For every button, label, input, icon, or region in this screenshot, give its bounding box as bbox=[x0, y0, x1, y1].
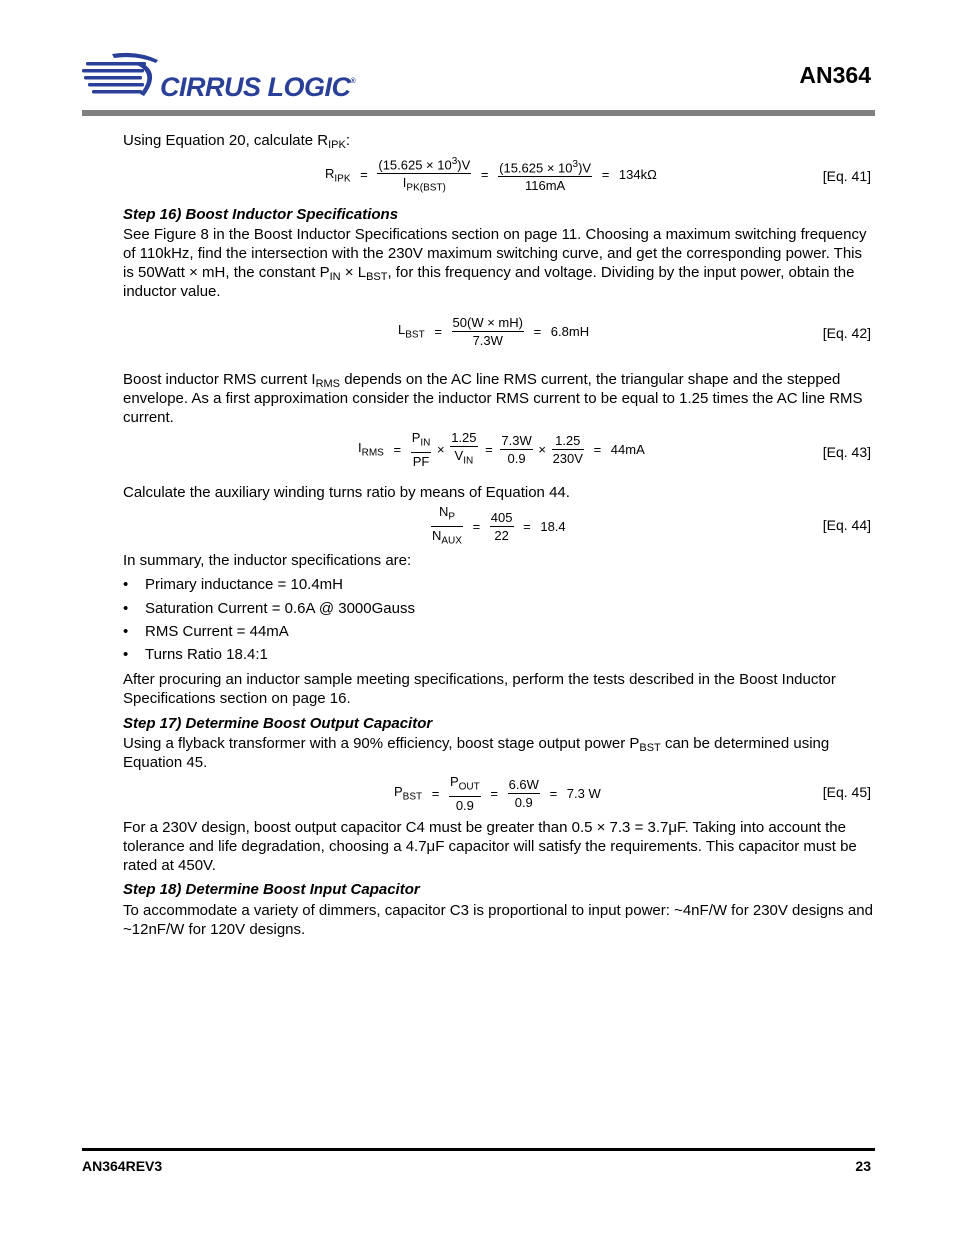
eq41-tag: [Eq. 41] bbox=[822, 168, 871, 184]
step16-title: Step 16) Boost Inductor Specifications bbox=[123, 206, 399, 223]
step18-title: Step 18) Determine Boost Input Capacitor bbox=[123, 881, 420, 898]
eq44-tag: [Eq. 44] bbox=[822, 517, 871, 533]
aux-paragraph: Calculate the auxiliary winding turns ratio by means of Equation 44. bbox=[123, 484, 570, 501]
equation-43: $I_{RMS}$ = $\frac{P_{IN}}{PF}$ × $\frac{1.25}{V_{IN}}$ = $\frac{7.3W}{0.9}$ × $\frac{1.25}{230V}$ = 44mA bbox=[358, 430, 645, 469]
document-number: AN364 bbox=[799, 62, 871, 88]
equation-41: $R_{IPK}$ = $\frac{(15.625 \times 10^3)V}{I_{PK(BST)}}$ = $\frac{(15.625 \times 10^3)V}{116mA}$ = 134kΩ bbox=[325, 156, 657, 194]
header-rule bbox=[82, 110, 875, 116]
footer-doc-revision: AN364REV3 bbox=[82, 1158, 163, 1174]
list-item: • Saturation Current = 0.6A @ 3000Gauss bbox=[123, 600, 415, 617]
capacitor-paragraph: For a 230V design, boost output capacitor C4 must be greater than 0.5 × 7.3 = 3.7μF. Taking into account the tolerance and life degradation, choosing a 4.7μF capacitor will satisfy the requirements. This capacitor must be rated at 450V. bbox=[123, 819, 857, 874]
intro-paragraph: Using Equation 20, calculate $R_{IPK}$: bbox=[123, 132, 351, 151]
page-number: 23 bbox=[855, 1158, 871, 1174]
equation-42: $L_{BST}$ = $\frac{50(W \times mH)}{7.3W}$ = 6.8mH bbox=[398, 315, 590, 348]
list-item: • Turns Ratio 18.4:1 bbox=[123, 646, 268, 663]
after-paragraph: After procuring an inductor sample meeting specifications, perform the tests described in the Boost Inductor Specifications section on page 16. bbox=[123, 671, 836, 707]
logo-swoosh-icon bbox=[82, 50, 162, 102]
eq45-tag: [Eq. 45] bbox=[822, 784, 871, 800]
eq42-tag: [Eq. 42] bbox=[822, 325, 871, 341]
step17-title: Step 17) Determine Boost Output Capacitor bbox=[123, 715, 433, 732]
logo-wordmark: CIRRUS LOGIC® bbox=[160, 72, 356, 102]
irms-paragraph: Boost inductor RMS current $I_{RMS}$ depends on the AC line RMS current, the triangular shape and the stepped envelope. As a first approximation consider the inductor RMS current to be equal to 1.25 times the AC line RMS current. bbox=[123, 371, 863, 426]
list-item: • Primary inductance = 10.4mH bbox=[123, 576, 344, 593]
equation-44: $\frac{N_P}{N_{AUX}}$ = $\frac{405}{22}$ = 18.4 bbox=[432, 504, 566, 547]
footer-rule bbox=[82, 1148, 875, 1151]
summary-paragraph: In summary, the inductor specifications are: bbox=[123, 552, 412, 569]
equation-45: $P_{BST}$ = $\frac{P_{OUT}}{0.9}$ = $\frac{6.6W}{0.9}$ = 7.3 W bbox=[394, 774, 601, 813]
list-item: • RMS Current = 44mA bbox=[123, 623, 289, 640]
eq43-tag: [Eq. 43] bbox=[822, 444, 871, 460]
step16-paragraph: See Figure 8 in the Boost Inductor Specifications section on page 11. Choosing a maximum switching frequency of 110kHz, find the intersection with the 230V maximum switching curve, and get the corresponding power. This is 50Watt × mH, the constant $P_{IN} \times L_{BST}$, for this frequency and voltage. Dividing by the input power, obtain the inductor value. bbox=[123, 226, 867, 300]
step17-paragraph: Using a flyback transformer with a 90% efficiency, boost stage output power $P_{BST}$ can be determined using Equation 45. bbox=[123, 735, 830, 771]
step18-paragraph: To accommodate a variety of dimmers, capacitor C3 is proportional to input power: ~4nF/W for 230V designs and ~12nF/W for 120V designs. bbox=[123, 902, 873, 938]
